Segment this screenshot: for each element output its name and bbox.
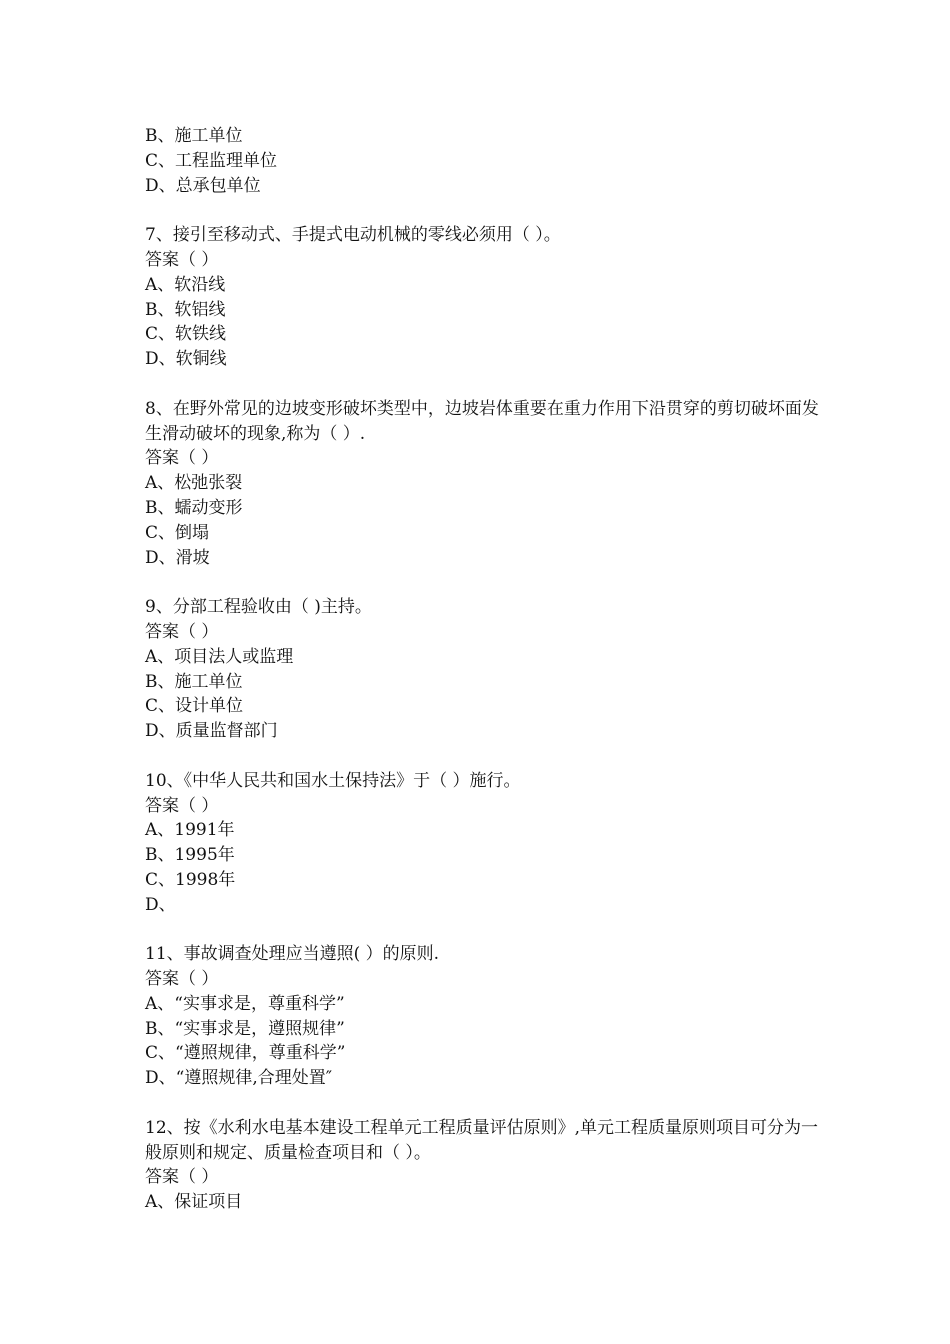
option-line: C、工程监理单位 — [145, 150, 278, 171]
option-line: A、“实事求是，尊重科学” — [145, 993, 345, 1014]
option-line: C、设计单位 — [145, 696, 244, 717]
option-line: C、“遵照规律，尊重科学” — [145, 1043, 346, 1064]
question-stem: 12、按《水利水电基本建设工程单元工程质量评估原则》,单元工程质量原则项目可分为一般原则和规定、质量检查项目和（ ）。 — [145, 1117, 819, 1163]
option-line: B、软铝线 — [145, 299, 226, 320]
answer-line: 答案（ ） — [145, 1167, 219, 1188]
option-line: B、1995年 — [145, 845, 235, 866]
option-line: D、质量监督部门 — [145, 721, 278, 742]
option-line: B、“实事求是，遵照规律” — [145, 1018, 345, 1039]
option-line: B、蠕动变形 — [145, 497, 243, 518]
option-line: D、软铜线 — [145, 349, 227, 370]
question-stem: 10、《中华人民共和国水土保持法》于（ ）施行。 — [145, 770, 521, 791]
option-line: B、施工单位 — [145, 126, 243, 146]
answer-line: 答案（ ） — [145, 969, 219, 990]
option-line: C、软铁线 — [145, 324, 227, 345]
question-stem: 7、接引至移动式、手提式电动机械的零线必须用（ ）。 — [145, 225, 561, 246]
question-7 — [145, 223, 825, 372]
option-line: D、滑坡 — [145, 547, 210, 568]
document-page — [145, 124, 825, 1215]
question-stem: 11、事故调查处理应当遵照( ）的原则. — [145, 944, 440, 965]
option-line: A、软沿线 — [145, 274, 226, 295]
question-stem: 9、分部工程验收由（ )主持。 — [145, 597, 372, 618]
option-line: A、保证项目 — [145, 1192, 243, 1213]
option-line: D、 — [145, 894, 176, 915]
option-line: D、“遵照规律,合理处置″ — [145, 1068, 333, 1089]
answer-line: 答案（ ） — [145, 448, 219, 469]
question-12 — [145, 1116, 825, 1215]
question-stem: 8、在野外常见的边坡变形破坏类型中，边坡岩体重要在重力作用下沿贯穿的剪切破坏面发生滑动破坏的现象,称为（ ）. — [145, 398, 819, 444]
option-line: C、1998年 — [145, 869, 236, 890]
option-line: A、1991年 — [145, 820, 235, 841]
option-line: B、施工单位 — [145, 671, 243, 692]
answer-line: 答案（ ） — [145, 249, 219, 270]
answer-line: 答案（ ） — [145, 621, 219, 642]
question-10 — [145, 769, 825, 918]
option-line: D、总承包单位 — [145, 175, 261, 196]
option-line: A、松弛张裂 — [145, 473, 243, 494]
question-11 — [145, 942, 825, 1091]
answer-line: 答案（ ） — [145, 795, 219, 816]
question-8 — [145, 397, 825, 571]
option-line: C、倒塌 — [145, 522, 210, 543]
option-line: A、项目法人或监理 — [145, 646, 294, 667]
previous-question-options — [145, 124, 825, 198]
question-9 — [145, 595, 825, 744]
